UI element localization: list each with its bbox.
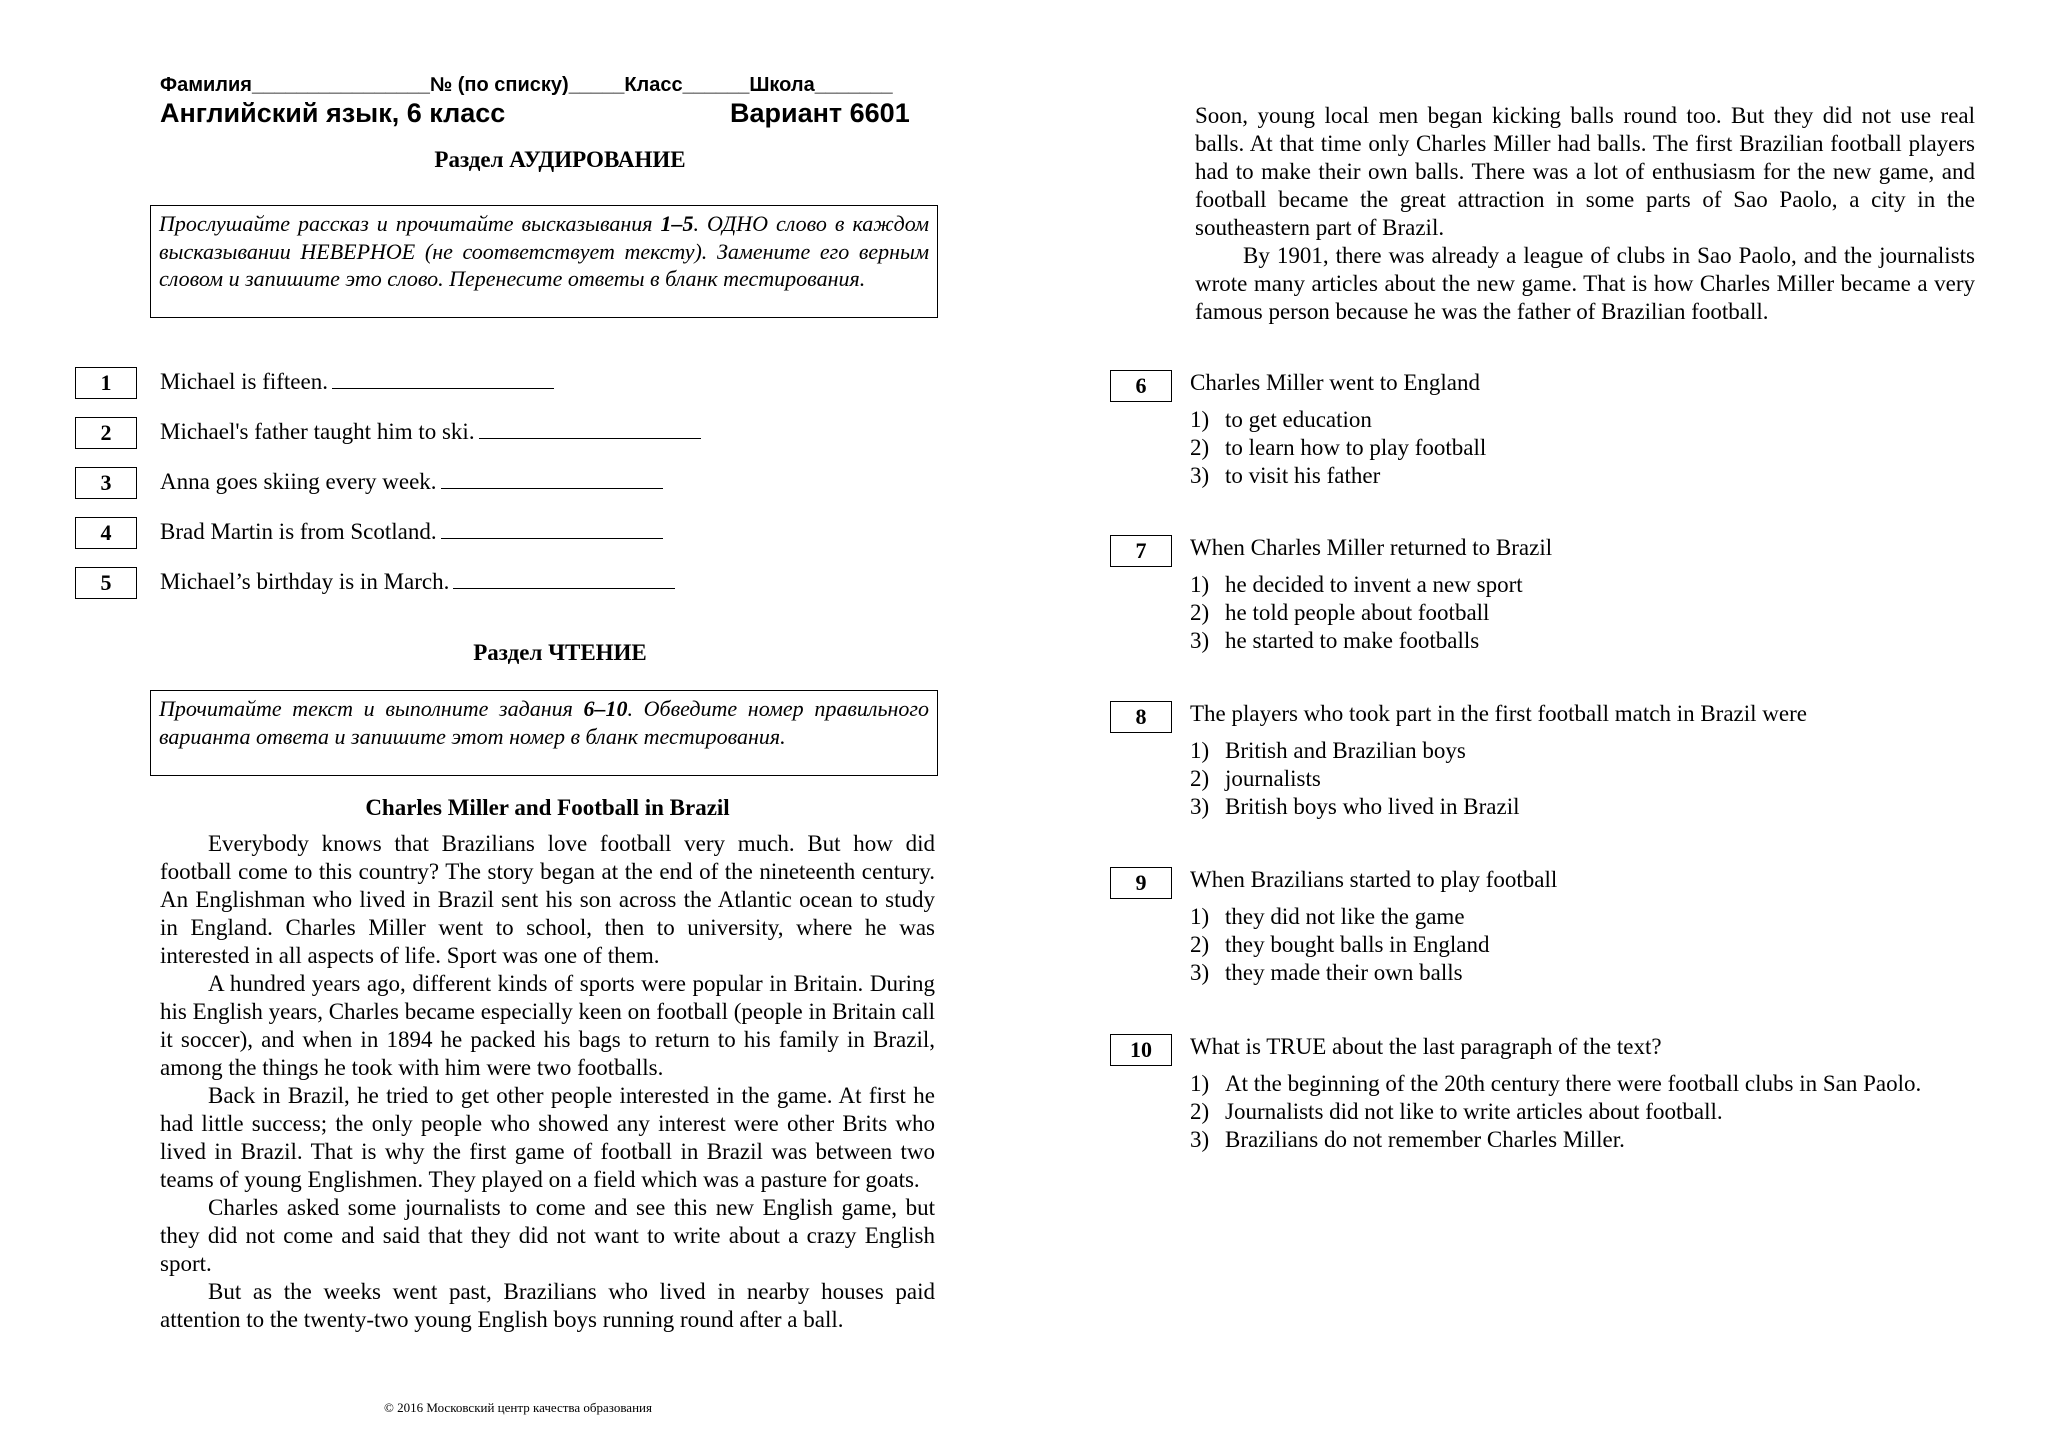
question-7-options [1190, 571, 1950, 655]
reading-instruction-pre: Прочитайте текст и выполните задания [159, 696, 584, 721]
option[interactable]: 3) British boys who lived in Brazil [1190, 794, 1520, 819]
text-title: Charles Miller and Football in Brazil [365, 795, 730, 820]
option[interactable]: 1) British and Brazilian boys [1190, 738, 1466, 763]
option-text: to visit his father [1225, 463, 1381, 488]
answer-blank-1[interactable] [332, 368, 554, 389]
option-text: Journalists did not like to write articles about football. [1225, 1099, 1723, 1124]
option[interactable]: 3) Brazilians do not remember Charles Miller. [1190, 1127, 1625, 1152]
option[interactable]: 1) At the beginning of the 20th century there were football clubs in San Paolo. [1190, 1071, 1922, 1096]
option-text: At the beginning of the 20th century there were football clubs in San Paolo. [1225, 1071, 1922, 1096]
reading-instruction-post: . Обведите номер правильного варианта ответа и запишите этот номер в бланк тестирования. [159, 696, 929, 749]
story-paragraph-6: Soon, young local men began kicking balls round too. But they did not use real balls. At that time only Charles Miller had balls. The first Brazilian football players had to make their own balls. There was a lot of enthusiasm for the new game, and football became the great attraction in some parts of Sao Paolo, a city in the southeastern part of Brazil. [1195, 103, 1975, 240]
question-number-7: 7 [1110, 535, 1172, 567]
copyright-footer: © 2016 Московский центр качества образования [384, 1400, 652, 1415]
option[interactable]: 1) they did not like the game [1190, 904, 1465, 929]
listening-instruction-pre: Прослушайте рассказ и прочитайте высказывания [159, 211, 661, 236]
option-text: British boys who lived in Brazil [1225, 794, 1520, 819]
reading-instruction [150, 690, 938, 776]
statement-1-text: Michael is fifteen. [160, 369, 328, 394]
statement-5 [160, 568, 675, 595]
question-8-options [1190, 737, 1950, 821]
option[interactable]: 3) they made their own balls [1190, 960, 1463, 985]
question-number-1: 1 [75, 367, 137, 399]
answer-blank-4[interactable] [441, 518, 663, 539]
story-paragraph-5: But as the weeks went past, Brazilians who lived in nearby houses paid attention to the twenty-two young English boys running round after a ball. [160, 1279, 935, 1332]
option-text: to learn how to play football [1225, 435, 1487, 460]
listening-instruction-post: . ОДНО слово в каждом высказывании НЕВЕРНОЕ (не соответствует тексту). Замените его верным словом и запишите это слово. Перенесите ответы в бланк тестирования. [159, 211, 929, 291]
question-number-8: 8 [1110, 701, 1172, 733]
question-number-2: 2 [75, 417, 137, 449]
option[interactable]: 1) he decided to invent a new sport [1190, 572, 1523, 597]
statement-4-text: Brad Martin is from Scotland. [160, 519, 437, 544]
statement-1 [160, 368, 554, 395]
variant-label: Вариант 6601 [730, 98, 910, 128]
story-left-column [160, 830, 935, 1334]
student-info-line: Фамилия________________№ (по списку)_____Класс______Школа_______ [160, 74, 893, 96]
statement-5-text: Michael’s birthday is in March. [160, 569, 450, 594]
listening-instruction-range: 1–5 [660, 211, 694, 236]
option[interactable]: 2) to learn how to play football [1190, 435, 1487, 460]
option-text: they bought balls in England [1225, 932, 1490, 957]
option-text: Brazilians do not remember Charles Miller. [1225, 1127, 1625, 1152]
answer-blank-5[interactable] [453, 568, 675, 589]
option-text: journalists [1225, 766, 1321, 791]
option[interactable]: 2) they bought balls in England [1190, 932, 1490, 957]
statement-2 [160, 418, 701, 445]
option[interactable]: 2) journalists [1190, 766, 1321, 791]
question-number-4: 4 [75, 517, 137, 549]
option-text: they made their own balls [1225, 960, 1463, 985]
listening-instruction [150, 205, 938, 318]
question-7-stem: When Charles Miller returned to Brazil [1190, 535, 1553, 560]
option[interactable]: 1) to get education [1190, 407, 1372, 432]
question-number-9: 9 [1110, 867, 1172, 899]
question-number-5: 5 [75, 567, 137, 599]
story-paragraph-1: Everybody knows that Brazilians love football very much. But how did football come to this country? The story began at the end of the nineteenth century. An Englishman who lived in Brazil sent his son across the Atlantic ocean to study in England. Charles Miller went to school, then to university, where he was interested in all aspects of life. Sport was one of them. [160, 831, 935, 968]
question-number-3: 3 [75, 467, 137, 499]
option[interactable]: 3) to visit his father [1190, 463, 1381, 488]
question-10-stem: What is TRUE about the last paragraph of the text? [1190, 1034, 1662, 1059]
story-right-column [1195, 102, 1975, 326]
question-number-10: 10 [1110, 1034, 1172, 1066]
option-text: he told people about football [1225, 600, 1490, 625]
subject-name: Английский язык, 6 класс [160, 98, 506, 128]
option[interactable]: 2) Journalists did not like to write articles about football. [1190, 1099, 1723, 1124]
option[interactable]: 2) he told people about football [1190, 600, 1490, 625]
reading-instruction-range: 6–10 [583, 696, 628, 721]
question-10-options [1190, 1070, 1950, 1154]
question-6-options [1190, 406, 1950, 490]
question-8-stem: The players who took part in the first football match in Brazil were [1190, 701, 1807, 726]
question-9-stem: When Brazilians started to play football [1190, 867, 1558, 892]
answer-blank-2[interactable] [479, 418, 701, 439]
option-text: to get education [1225, 407, 1372, 432]
story-paragraph-4: Charles asked some journalists to come and see this new English game, but they did not come and said that they did not want to write about a crazy English sport. [160, 1195, 935, 1276]
statement-4 [160, 518, 663, 545]
answer-blank-3[interactable] [441, 468, 663, 489]
question-number-6: 6 [1110, 370, 1172, 402]
question-9-options [1190, 903, 1950, 987]
story-paragraph-2: A hundred years ago, different kinds of sports were popular in Britain. During his English years, Charles became especially keen on football (people in Britain call it soccer), and when in 1894 he packed his bags to return to his family in Brazil, among the things he took with him were two footballs. [160, 971, 935, 1080]
listening-section-title: Раздел АУДИРОВАНИЕ [434, 147, 686, 172]
story-paragraph-3: Back in Brazil, he tried to get other people interested in the game. At first he had little success; the only people who showed any interest were other Brits who lived in Brazil. That is why the first game of football in Brazil was between two teams of young Englishmen. They played on a field which was a pasture for goats. [160, 1083, 935, 1192]
subject-title [160, 98, 920, 129]
option-text: he started to make footballs [1225, 628, 1480, 653]
option-text: British and Brazilian boys [1225, 738, 1466, 763]
option[interactable]: 3) he started to make footballs [1190, 628, 1480, 653]
option-text: they did not like the game [1225, 904, 1465, 929]
option-text: he decided to invent a new sport [1225, 572, 1523, 597]
question-6-stem: Charles Miller went to England [1190, 370, 1480, 395]
statement-3-text: Anna goes skiing every week. [160, 469, 437, 494]
story-paragraph-7: By 1901, there was already a league of clubs in Sao Paolo, and the journalists wrote many articles about the new game. That is how Charles Miller became a very famous person because he was the father of Brazilian football. [1195, 243, 1975, 324]
statement-3 [160, 468, 663, 495]
reading-section-title: Раздел ЧТЕНИЕ [473, 640, 647, 665]
statement-2-text: Michael's father taught him to ski. [160, 419, 475, 444]
